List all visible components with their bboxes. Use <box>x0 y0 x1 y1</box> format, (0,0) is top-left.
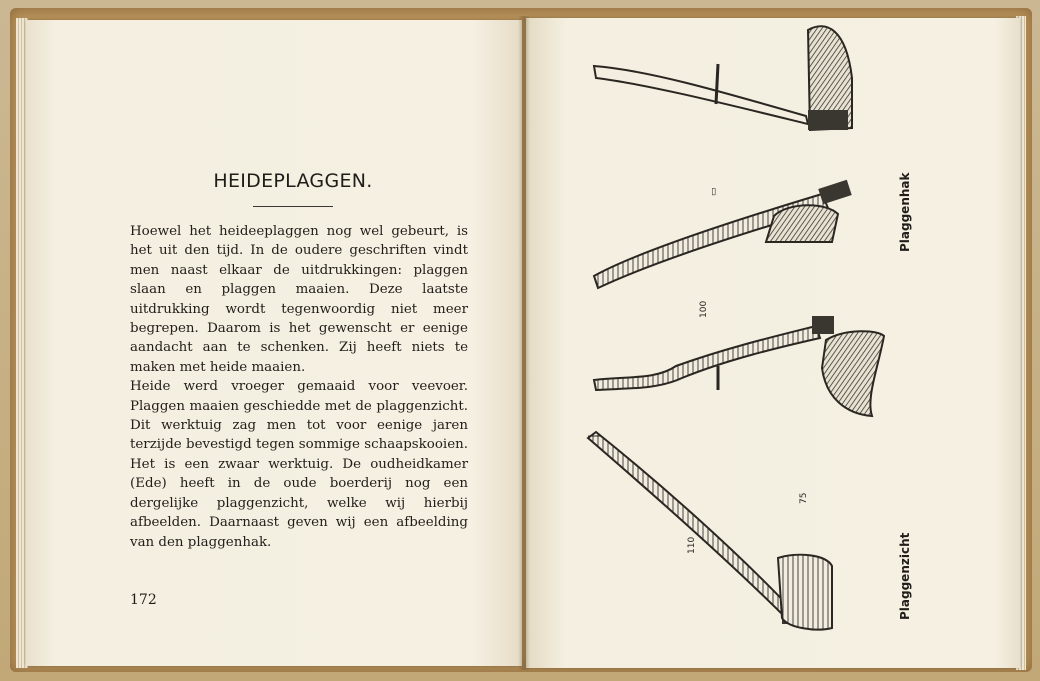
body-text <box>130 222 468 552</box>
zicht-drawing <box>588 432 832 630</box>
caption-plaggenhak: Plaggenhak <box>898 172 912 252</box>
dimension-75: 75 <box>799 492 809 504</box>
hak-top-drawing <box>594 180 852 288</box>
tools-illustration <box>526 18 1020 668</box>
dimension-110: 110 <box>687 536 697 554</box>
caption-plaggenzicht: Plaggenzicht <box>898 532 912 620</box>
title-underline <box>253 206 333 207</box>
paragraph-1: Hoewel het heideeplaggen nog wel gebeurt, is het uit den tijd. In de oudere geschriften vindt men naast elkaar de uitdrukkingen: plaggen slaan en plaggen maaien. Deze laatste uitdrukking wordt tegenwoordig niet meer begrepen. Daarom is het gewenscht er eenige aandacht aan te schenken. Zij heeft niets te maken met heide maaien. <box>130 224 468 375</box>
dimension-100: 100 <box>699 300 709 318</box>
svg-text:▭: ▭ <box>709 187 719 196</box>
page-title: HEIDEPLAGGEN. <box>213 170 373 192</box>
page-number: 172 <box>130 592 157 608</box>
paragraph-2: Heide werd vroeger gemaaid voor veevoer. Plaggen maaien geschiedde met de plaggenzicht. Dit werktuig zag men tot voor eenige jaren terzijde bevestigd tegen sommige schaapskooien. Het is een zwaar werktuig. De oudheidkamer (Ede) heeft in de oude boerderij nog een dergelijke plaggenzicht, welke wij hierbij afbeelden. Daarnaast geven wij een afbeelding van den plaggenhak. <box>130 379 468 550</box>
hak-variant-drawing <box>594 301 884 416</box>
hak-side-drawing <box>594 26 852 130</box>
